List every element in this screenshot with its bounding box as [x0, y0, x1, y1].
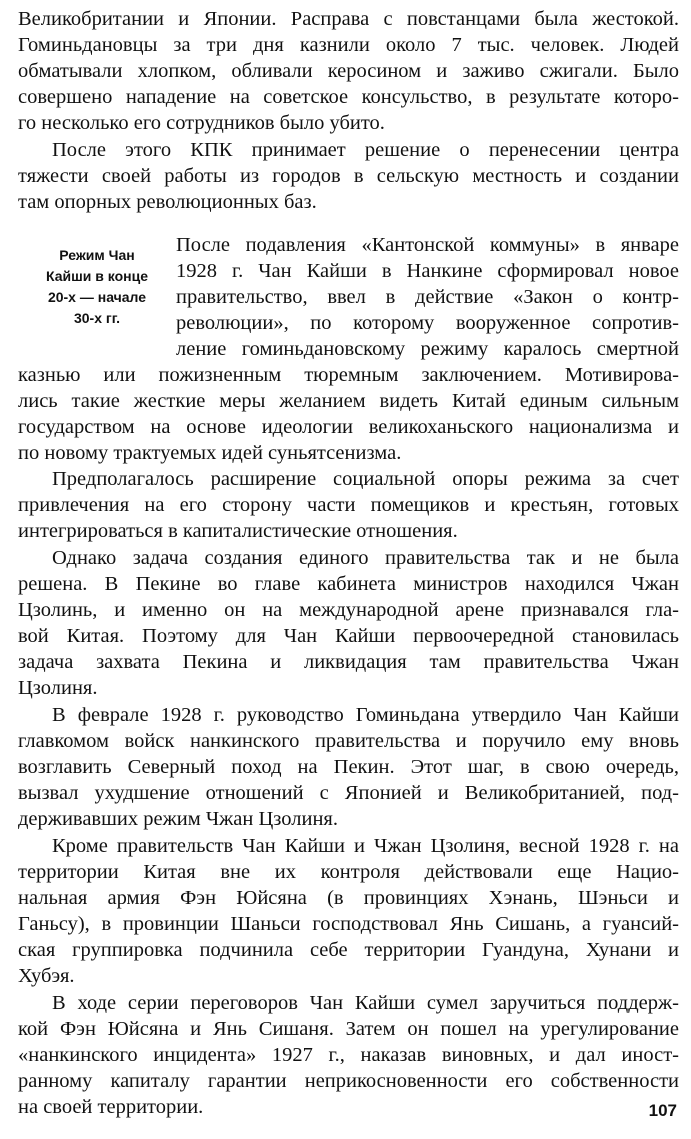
- text-line: задача захвата Пекина и ликвидация там правительства Чжан: [18, 651, 679, 673]
- text-line: главкомом войск нанкинского правительства и поручило ему вновь: [18, 730, 679, 752]
- text-line: тяжести своей работы из городов в сельскую местность и создании: [18, 165, 679, 187]
- text-line: ранному капиталу гарантии неприкосновенности его собственности: [18, 1070, 679, 1092]
- text-line: кой Фэн Юйсяна и Янь Сишаня. Затем он пошел на урегулирование: [18, 1018, 679, 1040]
- text-line: После подавления «Кантонской коммуны» в январе: [176, 234, 679, 256]
- text-line: территории Китая вне их контроля действовали еще Нацио-: [18, 861, 679, 883]
- paragraph-first-line: В ходе серии переговоров Чан Кайши сумел заручиться поддерж-: [52, 992, 679, 1014]
- paragraph-first-line: После этого КПК принимает решение о перенесении центра: [52, 139, 679, 161]
- text-line: держивавших режим Чжан Цзолиня.: [18, 808, 338, 830]
- text-line: Великобритании и Японии. Расправа с повстанцами была жестокой.: [18, 8, 679, 30]
- text-line: лись такие жесткие меры желанием видеть Китай единым сильным: [18, 390, 679, 412]
- text-line: 1928 г. Чан Кайши в Нанкине сформировал новое: [176, 260, 679, 282]
- margin-note-line: 30-х гг.: [73, 310, 121, 326]
- text-line: вой Китая. Поэтому для Чан Кайши первоочередной становилась: [18, 625, 679, 647]
- paragraph-first-line: Кроме правительств Чан Кайши и Чжан Цзолиня, весной 1928 г. на: [52, 835, 679, 857]
- paragraph-first-line: Предполагалось расширение социальной опоры режима за счет: [52, 468, 679, 490]
- margin-note-line: Кайши в конце: [46, 268, 148, 284]
- text-line: там опорных революционных баз.: [18, 191, 317, 213]
- text-line: вызвал ухудшение отношений с Японией и Великобританией, под-: [18, 782, 679, 804]
- text-line: совершено нападение на советское консульство, в результате которо-: [18, 86, 679, 108]
- text-line: Ганьсу), в провинции Шаньси господствовал Янь Сишань, а гуансий-: [18, 913, 679, 935]
- text-line: Цзолиня.: [18, 677, 98, 699]
- text-line: го несколько его сотрудников было убито.: [18, 112, 385, 134]
- text-line: правительство, ввел в действие «Закон о контр-: [176, 286, 679, 308]
- text-line: решена. В Пекине во главе кабинета министров находился Чжан: [18, 573, 679, 595]
- text-line: Цзолинь, и именно он на международной арене признавался гла-: [18, 599, 679, 621]
- text-line: казнью или пожизненным тюремным заключением. Мотивирова-: [18, 364, 679, 386]
- text-line: «нанкинского инцидента» 1927 г., наказав виновных, и дал иност-: [18, 1044, 679, 1066]
- margin-note-line: Режим Чан: [59, 247, 135, 263]
- text-line: привлечения на его сторону части помещиков и крестьян, готовых: [18, 494, 679, 516]
- text-line: ление гоминьдановскому режиму каралось смертной: [176, 338, 679, 360]
- text-line: Хубэя.: [18, 965, 75, 987]
- text-line: Гоминьдановцы за три дня казнили около 7 тыс. человек. Людей: [18, 34, 679, 56]
- text-line: нальная армия Фэн Юйсяна (в провинциях Хэнань, Шэньси и: [18, 887, 679, 909]
- text-line: возглавить Северный поход на Пекин. Этот шаг, в свою очередь,: [18, 756, 679, 778]
- text-line: ская группировка подчинила себе территории Гуандуна, Хунани и: [18, 939, 679, 961]
- paragraph-first-line: В феврале 1928 г. руководство Гоминьдана утвердило Чан Кайши: [52, 704, 679, 726]
- text-line: обматывали хлопком, обливали керосином и заживо сжигали. Было: [18, 60, 679, 82]
- text-line: на своей территории.: [18, 1096, 204, 1118]
- page-number: 107: [648, 1101, 677, 1120]
- paragraph-first-line: Однако задача создания единого правительства так и не была: [52, 547, 679, 569]
- text-line: интегрироваться в капиталистические отношения.: [18, 520, 458, 542]
- text-line: по новому трактуемых идей суньятсенизма.: [18, 442, 402, 464]
- text-line: государством на основе идеологии великоханьского национализма и: [18, 416, 679, 438]
- text-line: революции», по которому вооруженное сопротив-: [176, 312, 679, 334]
- margin-note: [30, 245, 164, 329]
- margin-note-line: 20-х — начале: [47, 289, 147, 305]
